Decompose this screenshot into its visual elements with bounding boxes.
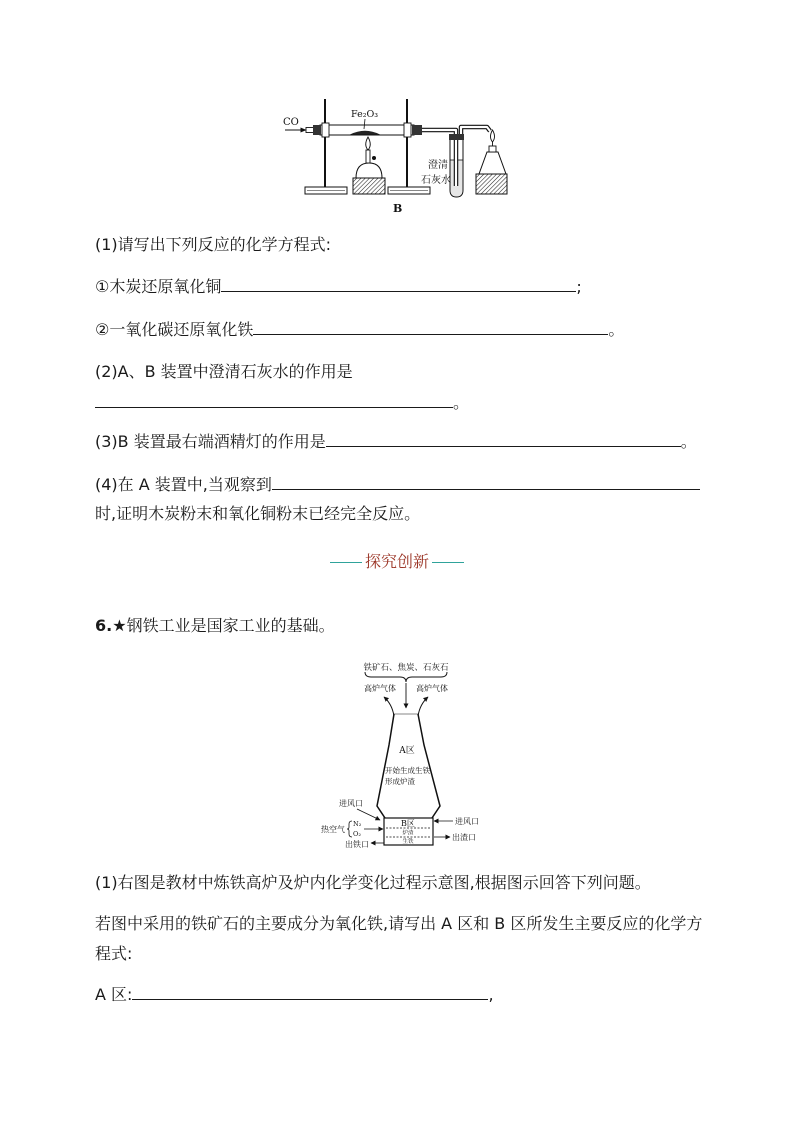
heading-rule-left [330,562,362,563]
q6-number: 6. [95,616,113,635]
gas-label-right: 高炉气体 [416,684,448,693]
q6-part1-text: (1)右图是教材中炼铁高炉及炉内化学变化过程示意图,根据图示回答下列问题。 [95,873,651,892]
left-clamp [322,123,329,137]
q5-part2-text: (2)A、B 装置中澄清石灰水的作用是 [95,362,353,381]
center-burner-block [353,178,385,194]
gas-outlet-right-arrow [418,697,428,716]
center-burner-knob [372,156,376,160]
q6-part1-prompt-line2: 程式: [95,944,133,963]
right-lamp-neck [489,146,496,152]
fe2o3-label: Fe₂O₃ [351,109,379,120]
apparatus-figure-b [278,92,518,217]
figure-b-caption: B [393,202,403,215]
heading-rule-right [432,562,464,563]
slag-layer-label: 炉渣 [402,830,414,837]
o2-label: O₂ [353,830,361,838]
iron-layer-label: 生铁 [402,839,414,845]
right-lamp-block [476,174,507,194]
center-burner-body [356,163,382,178]
middle-clamp [404,123,411,137]
q5-part2-end: 。 [453,393,470,412]
zone-a-note-2: 形成炉渣 [385,777,415,786]
air-inlet-left-label: 进风口 [339,799,363,808]
q5-part3-end: 。 [680,432,697,451]
answer-blank-part2 [95,392,453,408]
zone-a-answer-end: , [488,985,494,1004]
q5-part4-text: (4)在 A 装置中,当观察到 [95,475,272,494]
q6-star-icon: ★ [112,616,127,635]
center-burner-wick-tube [366,150,370,163]
q6-part1-prompt-line1: 若图中采用的铁矿石的主要成分为氧化铁,请写出 A 区和 B 区所发生主要反应的化学方 [95,914,703,933]
answer-blank-part4 [272,474,700,490]
gas-label-left: 高炉气体 [364,684,396,693]
q5-item2-label: ②一氧化碳还原氧化铁 [95,320,254,339]
q6-zone-a-answer [95,984,494,1006]
q5-item2-end: 。 [608,320,625,339]
gas-outlet-left-arrow [384,697,394,716]
limewater-label-line2: 石灰水 [421,175,451,186]
answer-blank-part3 [326,431,681,447]
q5-part4 [95,474,700,496]
q5-part3 [95,431,697,453]
iron-outlet-label: 出铁口 [345,840,369,849]
section-heading-text: 探究创新 [364,552,429,571]
blast-furnace-figure [315,658,505,853]
q5-part2-answer [95,392,469,414]
right-stopper [412,125,422,135]
q5-item1-label: ①木炭还原氧化铜 [95,277,222,296]
n2-label: N₂ [353,820,362,828]
q5-part4-continuation: 时,证明木炭粉末和氧化铜粉末已经完全反应。 [95,504,421,523]
answer-blank-item2 [253,319,608,335]
left-stopper [313,125,321,135]
zone-a-answer-label: A 区: [95,985,133,1004]
zone-a-label: A区 [399,746,415,756]
q5-part3-text: (3)B 装置最右端酒精灯的作用是 [95,432,326,451]
q5-part1-intro: (1)请写出下列反应的化学方程式: [95,235,332,254]
right-lamp-body [479,152,506,174]
test-tube-stopper [449,134,464,140]
hot-air-label: 热空气 [321,825,345,834]
q6-stem-line [95,615,335,637]
right-lamp-flame-icon [491,130,495,142]
co-label: CO [283,117,299,128]
exhaust-tube-outline [461,127,490,136]
limewater-label-line1: 澄清 [428,160,448,171]
q5-item2 [95,319,624,341]
air-inlet-right-label: 进风口 [455,817,479,826]
furnace-materials-label: 铁矿石、焦炭、石灰石 [363,663,449,673]
answer-blank-item1 [221,276,576,292]
zone-b-label: B区 [401,819,415,828]
hot-air-brace [347,821,352,837]
zone-a-note-1: 开始生成生铁 [385,766,430,775]
materials-brace [365,672,447,682]
section-heading [0,551,794,573]
center-burner-flame-icon [366,137,371,150]
slag-outlet-label: 出渣口 [452,833,476,842]
q6-stem: 钢铁工业是国家工业的基础。 [126,616,335,635]
answer-blank-zone-a [132,984,488,1000]
q5-item1 [95,276,582,298]
q5-item1-end: ; [576,277,582,296]
air-inlet-left-arrow [357,809,380,820]
